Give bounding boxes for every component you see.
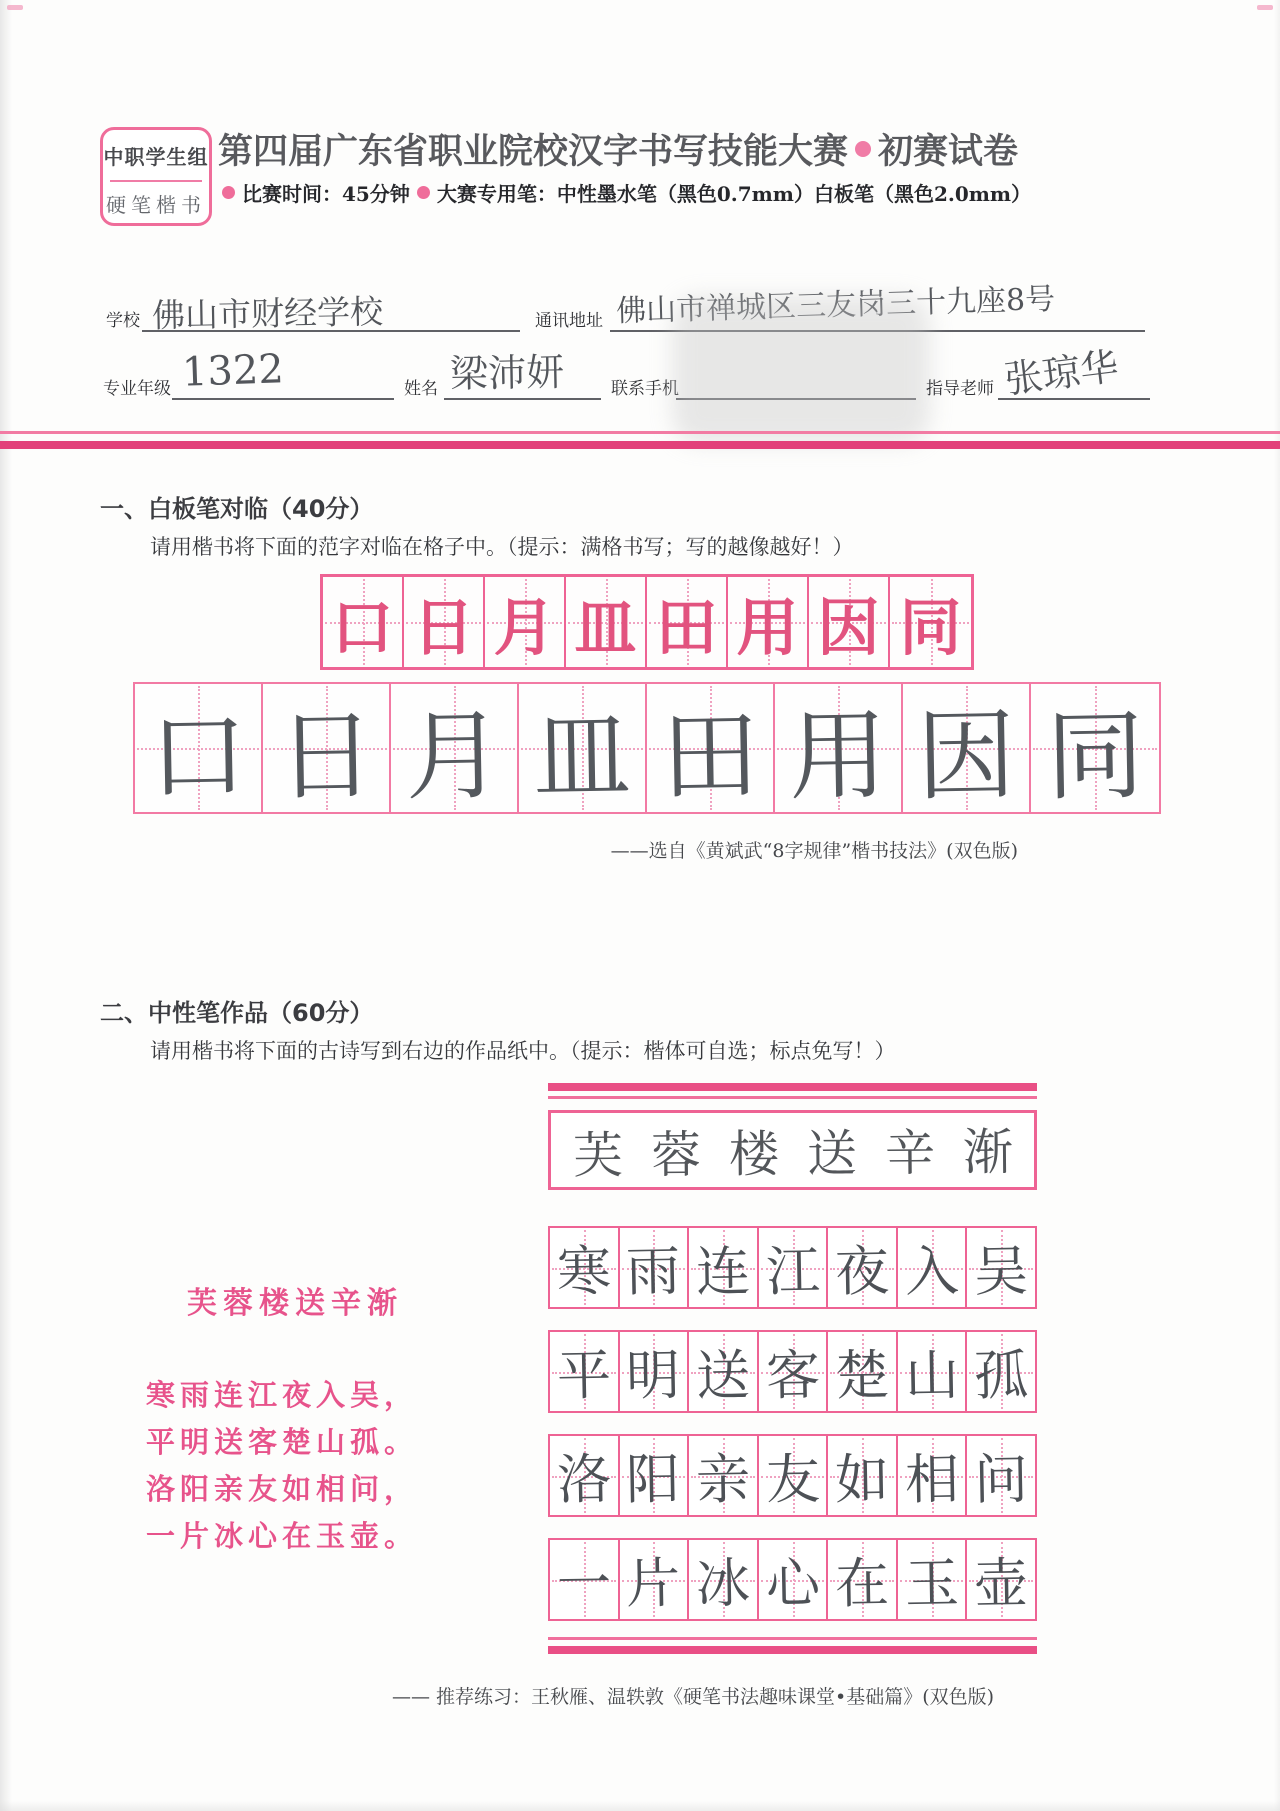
grid-cell — [550, 1332, 620, 1411]
scan-edge — [1274, 0, 1280, 1811]
section2-heading: 二、中性笔作品（60分） — [100, 999, 374, 1027]
grid-cell — [809, 577, 890, 667]
grid-char: 亲 — [695, 1447, 751, 1512]
badge-style-label: 硬笔楷书 — [106, 192, 206, 217]
work-grid-row — [548, 1226, 1037, 1309]
grid-char: 玉 — [904, 1551, 960, 1616]
grade-value: 1322 — [181, 346, 285, 396]
section2-instruction: 请用楷书将下面的古诗写到右边的作品纸中。（提示：楷体可自选；标点免写！） — [150, 1039, 896, 1063]
grid-cell — [759, 1228, 829, 1307]
exam-pens: 大赛专用笔：中性墨水笔（黑色0.7mm）白板笔（黑色2.0mm） — [436, 182, 1032, 206]
poem-lines — [146, 1372, 418, 1560]
grid-char: 寒 — [556, 1239, 612, 1304]
grid-char: 阳 — [625, 1447, 681, 1512]
grid-char: 平 — [556, 1343, 612, 1408]
poem-line: 一片冰心在玉壶。 — [146, 1519, 419, 1553]
exam-info-line — [222, 178, 1031, 207]
school-label: 学校 — [106, 311, 140, 331]
grid-char: 壶 — [973, 1551, 1029, 1616]
work-grid-row — [548, 1330, 1037, 1413]
grid-cell — [759, 1332, 829, 1411]
page-title — [218, 124, 1018, 174]
grid-cell — [647, 577, 728, 667]
grid-char: 一 — [556, 1551, 612, 1616]
grid-char: 月 — [493, 590, 556, 664]
grid-cell — [828, 1436, 898, 1515]
redacted-phone-blur — [672, 296, 930, 444]
poem-title: 芙蓉楼送辛渐 — [187, 1286, 403, 1321]
grid-cell — [550, 1540, 620, 1619]
model-character-grid — [320, 574, 974, 670]
grid-cell — [620, 1228, 690, 1307]
work-paper-bottom-line — [548, 1637, 1037, 1640]
grid-cell — [828, 1332, 898, 1411]
grid-char: 山 — [904, 1343, 960, 1408]
crop-mark — [1257, 5, 1273, 10]
work-paper-top-bar — [548, 1083, 1037, 1091]
grid-char: 连 — [695, 1239, 751, 1304]
grid-cell — [967, 1436, 1035, 1515]
grid-char: 江 — [765, 1239, 821, 1304]
grid-cell — [519, 684, 647, 815]
bullet-icon — [417, 186, 430, 199]
grid-cell — [728, 577, 809, 667]
grid-char: 同 — [899, 590, 962, 664]
section1-instruction: 请用楷书将下面的范字对临在格子中。（提示：满格书写；写的越像越好！） — [150, 535, 854, 559]
poem-line: 寒雨连江夜入吴， — [146, 1378, 419, 1412]
poem-line: 平明送客楚山孤。 — [146, 1425, 419, 1459]
grid-char: 同 — [1045, 698, 1146, 815]
grid-cell — [967, 1540, 1035, 1619]
grid-char: 心 — [765, 1551, 821, 1616]
grid-cell — [775, 684, 903, 815]
grid-char: 如 — [834, 1447, 890, 1512]
grid-cell — [550, 1228, 620, 1307]
grid-char: 相 — [904, 1447, 960, 1512]
grid-cell — [890, 577, 971, 667]
title-main: 第四届广东省职业院校汉字书写技能大赛 — [218, 132, 849, 172]
grid-char: 入 — [904, 1239, 960, 1304]
grid-char: 因 — [817, 590, 880, 664]
work-paper-bottom-bar — [548, 1646, 1037, 1654]
work-paper-title-box — [548, 1110, 1041, 1190]
grid-cell — [404, 577, 485, 667]
separator-line — [0, 441, 1280, 449]
address-label: 通讯地址 — [535, 311, 603, 331]
grid-char: 楚 — [834, 1343, 890, 1408]
grid-cell — [689, 1332, 759, 1411]
practice-character-grid — [133, 682, 1161, 814]
section1-heading: 一、白板笔对临（40分） — [100, 495, 374, 523]
grid-char: 明 — [625, 1343, 681, 1408]
title-dot-icon — [855, 141, 871, 157]
grid-char: 用 — [788, 698, 889, 815]
exam-time: 比赛时间：45分钟 — [242, 182, 410, 206]
badge-group-label: 中职学生组 — [103, 144, 209, 169]
grid-cell — [828, 1540, 898, 1619]
grid-cell — [903, 684, 1031, 815]
work-grid-row — [548, 1434, 1037, 1517]
work-paper-title: 芙蓉楼送辛渐 — [572, 1122, 1041, 1185]
grid-char: 夜 — [834, 1239, 890, 1304]
grid-cell — [828, 1228, 898, 1307]
section1-attribution: ——选自《黄斌武“8字规律”楷书技法》(双色版) — [610, 840, 1018, 862]
grid-char: 片 — [625, 1551, 681, 1616]
bullet-icon — [222, 186, 235, 199]
grid-char: 冰 — [695, 1551, 751, 1616]
grid-cell — [263, 684, 391, 815]
grid-char: 友 — [765, 1447, 821, 1512]
school-value: 佛山市财经学校 — [151, 291, 384, 336]
grid-cell — [759, 1540, 829, 1619]
grid-char: 雨 — [625, 1239, 681, 1304]
grid-char: 在 — [834, 1551, 890, 1616]
grid-cell — [967, 1228, 1035, 1307]
work-paper-grid — [548, 1226, 1037, 1642]
grid-char: 田 — [655, 590, 718, 664]
grid-char: 因 — [916, 698, 1017, 815]
grid-char: 皿 — [532, 698, 633, 815]
poem-line: 洛阳亲友如相问， — [146, 1472, 419, 1506]
grid-cell — [135, 684, 263, 815]
grid-cell — [898, 1540, 968, 1619]
grid-cell — [1031, 684, 1159, 815]
grid-char: 田 — [660, 698, 761, 815]
grid-cell — [620, 1540, 690, 1619]
grid-cell — [689, 1436, 759, 1515]
grid-cell — [620, 1436, 690, 1515]
grid-cell — [485, 577, 566, 667]
grid-char: 皿 — [574, 590, 637, 664]
grid-cell — [647, 684, 775, 815]
scan-edge — [0, 0, 12, 1811]
teacher-value: 张琼华 — [1002, 344, 1121, 402]
grade-label: 专业年级 — [103, 379, 171, 399]
grid-cell — [550, 1436, 620, 1515]
grid-cell — [323, 577, 404, 667]
address-value: 佛山市禅城区三友岗三十九座8号 — [615, 281, 1056, 330]
grid-cell — [391, 684, 519, 815]
grid-cell — [898, 1436, 968, 1515]
grid-cell — [689, 1228, 759, 1307]
grid-char: 送 — [695, 1343, 751, 1408]
grid-cell — [689, 1540, 759, 1619]
grid-cell — [898, 1332, 968, 1411]
separator-line — [0, 431, 1280, 434]
crop-mark — [7, 5, 23, 10]
section2-attribution: —— 推荐练习：王秋雁、温轶敦《硬笔书法趣味课堂•基础篇》(双色版) — [392, 1686, 995, 1708]
work-grid-row — [548, 1538, 1037, 1621]
grid-char: 洛 — [556, 1447, 612, 1512]
phone-label: 联系手机 — [611, 379, 679, 399]
name-label: 姓名 — [404, 379, 438, 399]
grid-char: 口 — [331, 590, 394, 664]
title-suffix: 初赛试卷 — [878, 132, 1019, 172]
scan-edge — [0, 1801, 1280, 1811]
grid-char: 口 — [148, 698, 249, 815]
grid-char: 日 — [412, 590, 475, 664]
grid-char: 用 — [736, 590, 799, 664]
grid-char: 孤 — [973, 1343, 1029, 1408]
category-badge — [100, 127, 212, 226]
grid-char: 客 — [765, 1343, 821, 1408]
grid-cell — [967, 1332, 1035, 1411]
grid-char: 日 — [276, 698, 377, 815]
grid-cell — [566, 577, 647, 667]
work-paper-top-line — [548, 1096, 1037, 1099]
grid-cell — [620, 1332, 690, 1411]
grid-cell — [898, 1228, 968, 1307]
teacher-label: 指导老师 — [926, 379, 994, 399]
grid-char: 吴 — [973, 1239, 1029, 1304]
name-value: 梁沛妍 — [449, 350, 565, 396]
grid-cell — [759, 1436, 829, 1515]
grid-char: 问 — [973, 1447, 1029, 1512]
grid-char: 月 — [404, 698, 505, 815]
